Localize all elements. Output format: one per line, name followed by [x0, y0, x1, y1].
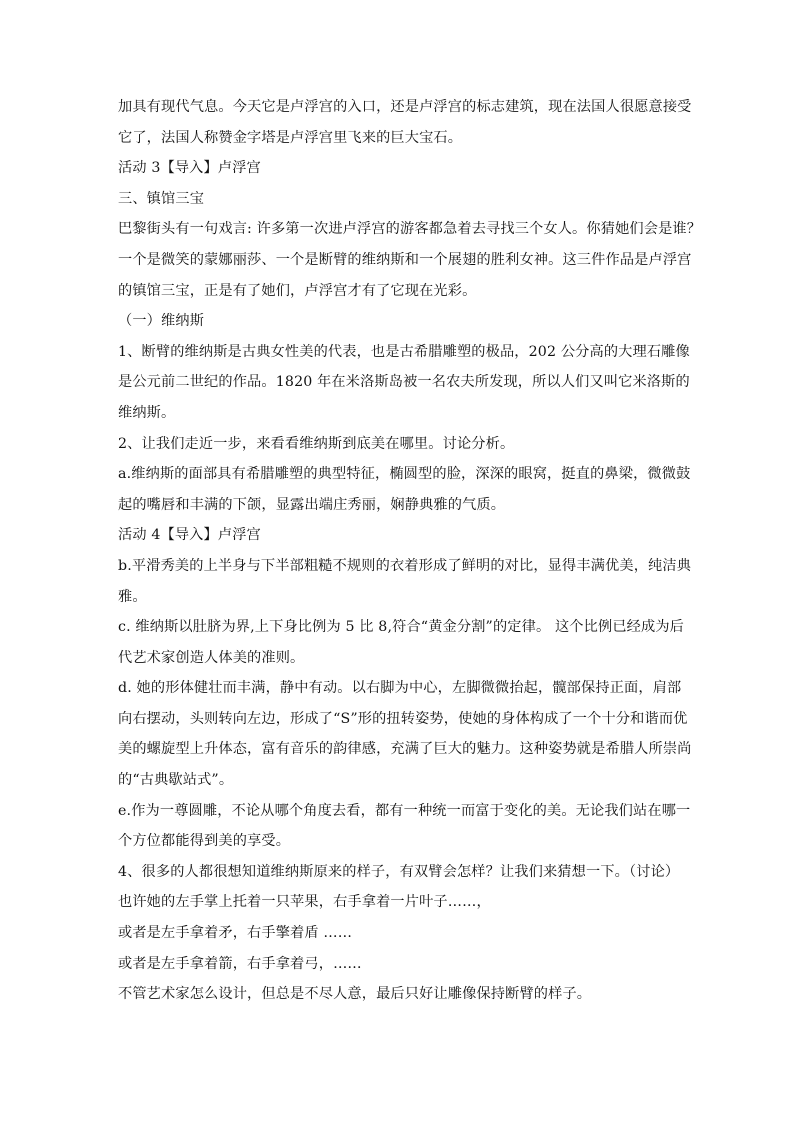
text-line: 的镇馆三宝，正是有了她们，卢浮宫才有了它现在光彩。: [118, 282, 477, 299]
text-line: 1、断臂的维纳斯是古典女性美的代表，也是古希腊雕塑的极品，202 公分高的大理石雕像: [118, 343, 690, 360]
text-line: 维纳斯。: [118, 404, 176, 421]
text-line: 也许她的左手掌上托着一只苹果，右手拿着一片叶子……，: [118, 894, 491, 911]
activity-heading: 活动 3【导入】卢浮宫: [118, 160, 261, 177]
text-line: 个方位都能得到美的享受。: [118, 833, 291, 850]
text-line: 2、让我们走近一步，来看看维纳斯到底美在哪里。讨论分析。: [118, 435, 515, 452]
section-heading: 三、镇馆三宝: [118, 190, 205, 207]
text-line: 4、很多的人都很想知道维纳斯原来的样子，有双臂会怎样？让我们来猜想一下。（讨论）: [118, 863, 680, 880]
document-page: [118, 92, 702, 1010]
text-line: 巴黎街头有一句戏言: 许多第一次进卢浮宫的游客都急着去寻找三个女人。你猜她们会是谁？: [118, 221, 702, 238]
text-line: 美的螺旋型上升体态，富有音乐的韵律感，充满了巨大的魅力。这种姿势就是希腊人所崇尚: [118, 741, 692, 758]
text-line: e.作为一尊圆雕，不论从哪个角度去看，都有一种统一而富于变化的美。无论我们站在哪一: [118, 802, 691, 819]
text-line: 或者是左手拿着箭，右手拿着弓，……: [118, 955, 362, 972]
text-line: 是公元前二世纪的作品。1820 年在米洛斯岛被一名农夫所发现，所以人们又叫它米洛斯的: [118, 374, 690, 391]
text-line: 一个是微笑的蒙娜丽莎、一个是断臂的维纳斯和一个展翅的胜利女神。这三件作品是卢浮宫: [118, 251, 692, 268]
text-line: 起的嘴唇和丰满的下颌，显露出端庄秀丽，娴静典雅的气质。: [118, 496, 506, 513]
text-line: 代艺术家创造人体美的准则。: [118, 649, 305, 666]
text-line: d. 她的形体健壮而丰满，静中有动。以右脚为中心，左脚微微抬起，髋部保持正面，肩部: [118, 680, 682, 697]
text-line: a.维纳斯的面部具有希腊雕塑的典型特征，椭圆型的脸，深深的眼窝，挺直的鼻梁，微微鼓: [118, 466, 691, 483]
text-line: 或者是左手拿着矛，右手擎着盾 ……: [118, 925, 353, 942]
text-line: 加具有现代气息。今天它是卢浮宫的入口，还是卢浮宫的标志建筑，现在法国人很愿意接受: [118, 99, 692, 115]
text-line: 雅。: [118, 588, 147, 605]
subsection-heading: （一）维纳斯: [118, 313, 205, 330]
text-line: 不管艺术家怎么设计，但总是不尽人意，最后只好让雕像保持断臂的样子。: [118, 986, 592, 1003]
text-line: 的“古典歇站式”。: [118, 772, 234, 789]
activity-heading: 活动 4【导入】卢浮宫: [118, 527, 261, 544]
text-line: c. 维纳斯以肚脐为界,上下身比例为 5 比 8,符合“黄金分割”的定律。 这个比例已经成为后: [118, 619, 685, 636]
text-line: 它了，法国人称赞金字塔是卢浮宫里飞来的巨大宝石。: [118, 129, 463, 146]
text-line: b.平滑秀美的上半身与下半部粗糙不规则的衣着形成了鲜明的对比，显得丰满优美，纯洁典: [118, 557, 692, 574]
text-line: 向右摆动，头则转向左边，形成了“S”形的扭转姿势，使她的身体构成了一个十分和谐而优: [118, 710, 688, 727]
